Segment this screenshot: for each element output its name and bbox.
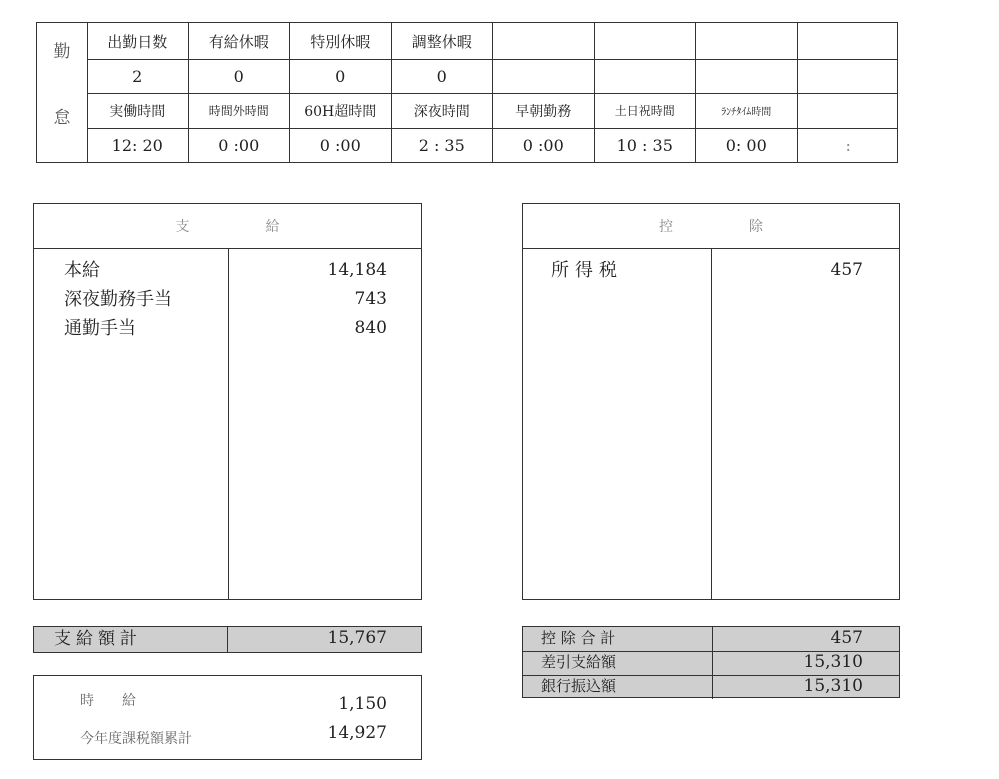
header-empty-8b [798,93,900,128]
attendance-side-label [37,23,88,162]
payments-item-labels [64,256,172,343]
value-early-work: 0 :00 [493,128,595,162]
value-overtime-hours: 0 :00 [189,128,291,162]
value-over-60h: 0 :00 [290,128,392,162]
summary-value-deduction-total: 457 [830,628,863,648]
header-empty-6 [595,23,697,59]
deductions-divider [711,248,712,599]
value-work-days: 2 [87,59,189,93]
header-special-leave: 特別休暇 [290,23,392,59]
payments-divider [228,248,229,599]
header-night-hours: 深夜時間 [392,93,494,128]
summary-value-bank-transfer: 15,310 [803,676,863,696]
value-lunch-hours: 0: 00 [696,128,798,162]
summary-value-net-pay: 15,310 [803,652,863,672]
value-empty-6 [595,59,697,93]
payment-total-label: 支給額計 [34,627,228,652]
attendance-value-row-2 [87,128,897,162]
payment-value-base-pay: 14,184 [327,260,387,280]
attendance-table [36,22,898,163]
header-paid-leave: 有給休暇 [189,23,291,59]
payment-value-night-allowance: 743 [354,289,387,309]
value-paid-leave: 0 [189,59,291,93]
header-empty-8 [798,23,900,59]
deduction-label-income-tax: 所得税 [551,260,623,281]
summary-label-bank-transfer: 銀行振込額 [523,675,713,699]
value-night-hours: 2 : 35 [392,128,494,162]
value-holiday-hours: 10 : 35 [595,128,697,162]
deductions-header-right: 除 [749,219,763,235]
payments-header-right: 給 [265,219,280,235]
value-empty-7 [696,59,798,93]
payment-total-value: 15,767 [327,628,387,648]
attendance-header-row-1 [87,23,897,60]
deductions-item-labels [551,256,623,285]
summary-row-deduction-total [523,627,899,652]
value-actual-hours: 12: 20 [87,128,189,162]
header-empty-5 [493,23,595,59]
header-holiday-hours: 土日祝時間 [595,93,697,128]
payment-total-row [33,626,422,653]
value-special-leave: 0 [290,59,392,93]
value-empty-5 [493,59,595,93]
payment-value-commute-allowance: 840 [354,318,387,338]
header-adjusted-leave: 調整休暇 [392,23,494,59]
header-actual-hours: 実働時間 [87,93,189,128]
payments-panel [33,203,422,600]
hourly-rate-label: 時 給 [80,693,136,709]
payment-label-base-pay: 本給 [64,260,100,281]
summary-row-bank-transfer [523,675,899,699]
summary-row-net-pay [523,651,899,676]
attendance-value-row-1 [87,59,897,94]
value-empty-8 [798,59,900,93]
header-early-work: 早朝勤務 [493,93,595,128]
deductions-item-values [713,256,863,285]
payments-header-left: 支 [175,219,190,235]
ytd-taxable-label: 今年度課税額累計 [80,731,192,747]
payments-item-values [237,256,387,343]
hourly-rate-value: 1,150 [338,694,387,714]
deductions-header [523,204,899,249]
payment-label-night-allowance: 深夜勤務手当 [64,289,172,310]
summary-label-net-pay: 差引支給額 [523,651,713,675]
payments-header [34,204,421,249]
ytd-taxable-value: 14,927 [327,723,387,743]
header-work-days: 出勤日数 [87,23,189,59]
side-label-top: 勤 [53,42,71,62]
header-over-60h: 60H超時間 [290,93,392,128]
side-label-bottom: 怠 [53,108,71,128]
header-lunch-hours: ﾗﾝﾁﾀｲﾑ時間 [696,93,798,128]
rate-box [33,675,422,760]
deduction-summary [522,626,900,698]
deductions-panel [522,203,900,600]
header-overtime-hours: 時間外時間 [189,93,291,128]
value-adjusted-leave: 0 [392,59,494,93]
deduction-value-income-tax: 457 [830,260,863,280]
attendance-header-row-2 [87,93,897,129]
summary-label-deduction-total: 控 除 合 計 [523,627,713,651]
deductions-header-left: 控 [659,219,673,235]
header-empty-7 [696,23,798,59]
value-empty-8b: : [845,135,851,155]
payment-label-commute-allowance: 通勤手当 [64,318,136,339]
